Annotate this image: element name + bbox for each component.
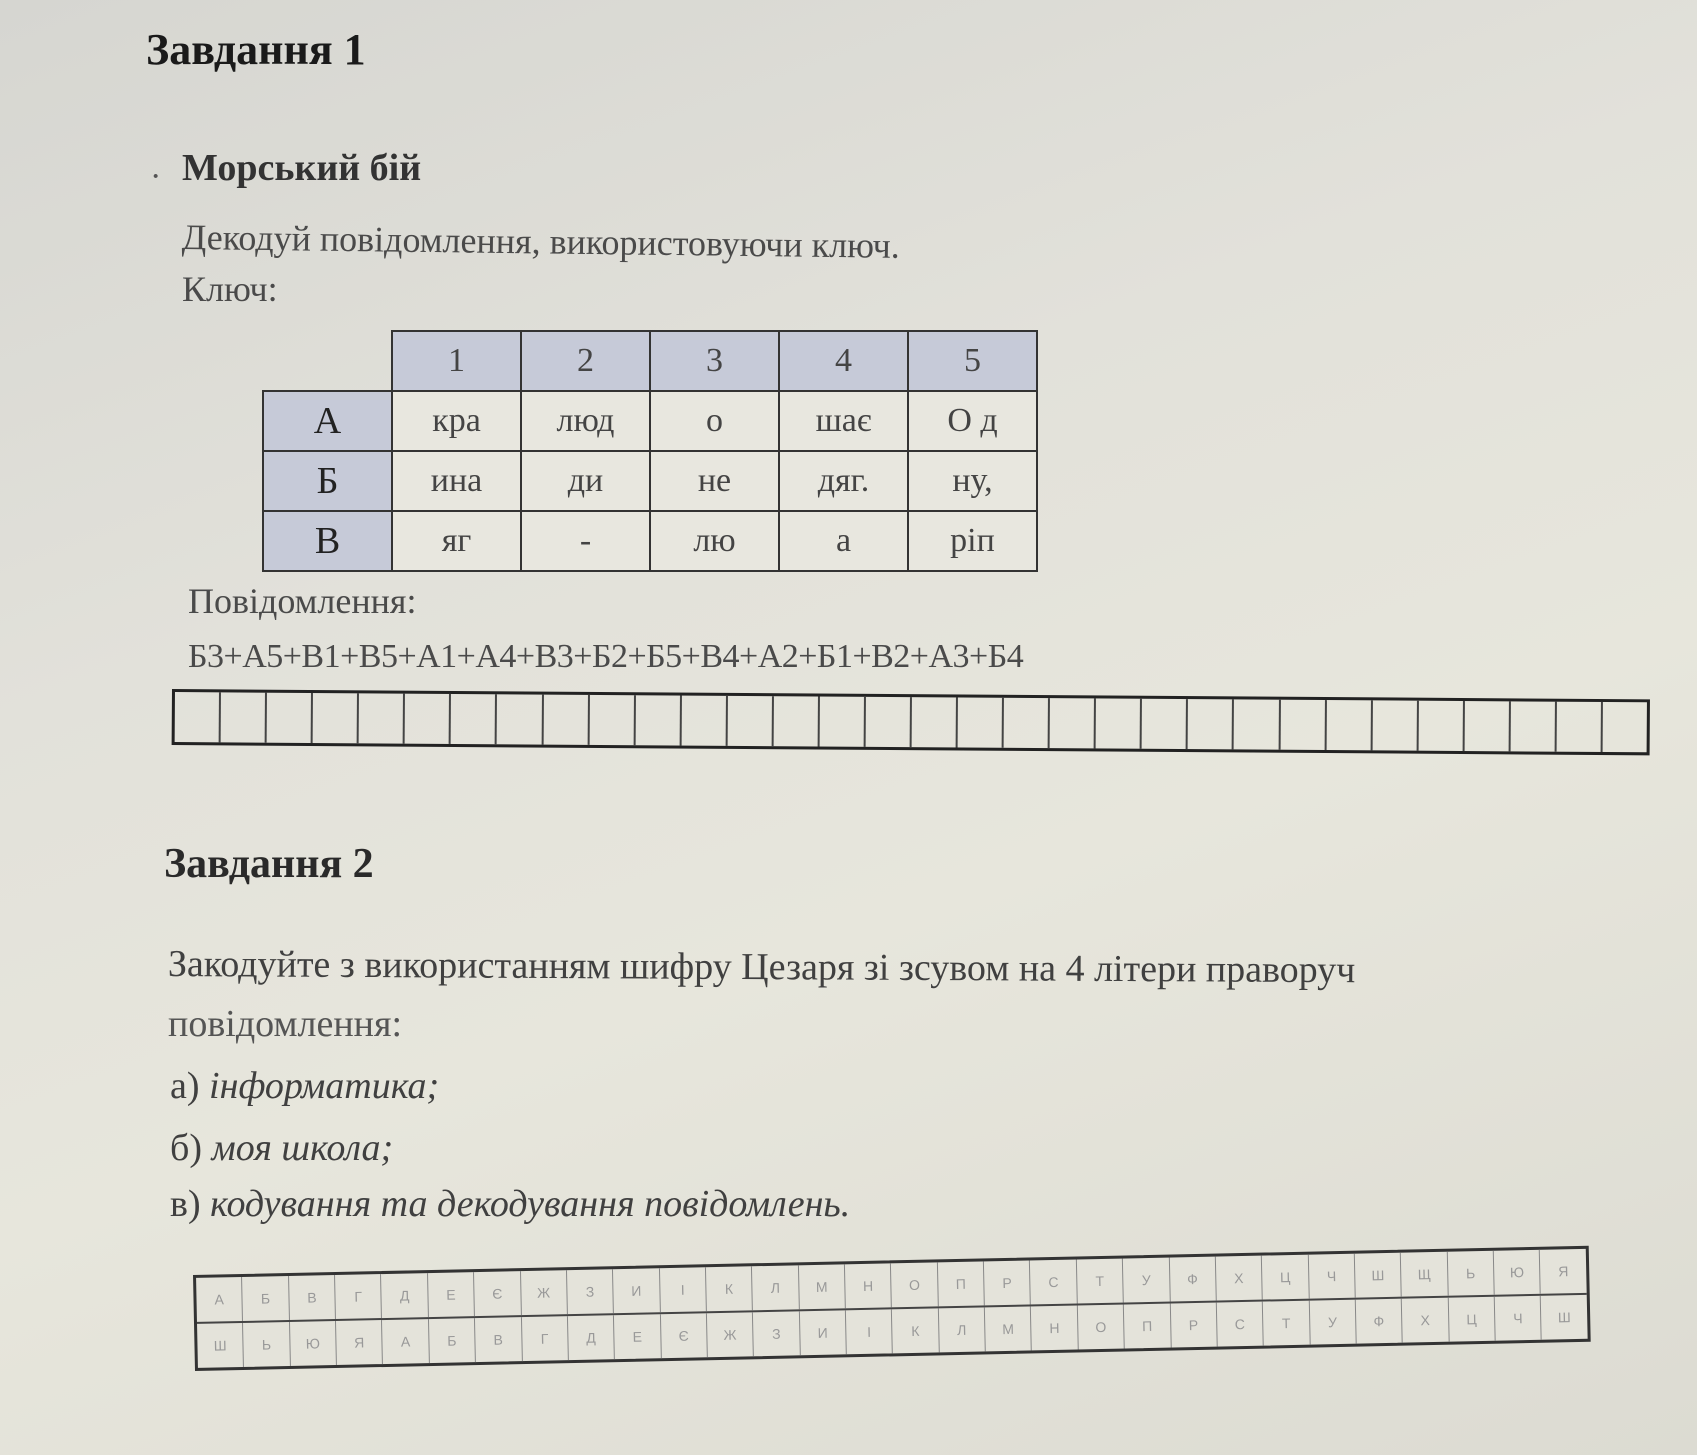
cipher-cell: З bbox=[567, 1269, 614, 1314]
answer-box[interactable] bbox=[267, 693, 313, 743]
item-text: кодування та декодування повідомлень. bbox=[210, 1183, 851, 1225]
answer-box[interactable] bbox=[1326, 700, 1372, 750]
answer-box[interactable] bbox=[681, 696, 727, 746]
item-text: інформатика; bbox=[209, 1065, 440, 1107]
cipher-cell: Ю bbox=[1494, 1250, 1541, 1295]
cipher-cell: Л bbox=[939, 1307, 986, 1352]
caesar-cipher-table bbox=[193, 1246, 1591, 1371]
answer-box[interactable] bbox=[313, 693, 359, 743]
answer-box[interactable] bbox=[359, 693, 405, 743]
task2-instruction-line2: повідомлення: bbox=[168, 1003, 403, 1045]
answer-box[interactable] bbox=[1096, 698, 1142, 748]
answer-box[interactable] bbox=[727, 696, 773, 746]
answer-box[interactable] bbox=[866, 697, 912, 747]
cipher-cell: К bbox=[706, 1266, 753, 1311]
key-cell: О д bbox=[908, 391, 1037, 451]
key-row bbox=[263, 451, 1037, 511]
answer-box[interactable] bbox=[1603, 702, 1647, 752]
task2-item-c bbox=[170, 1182, 850, 1226]
key-row bbox=[263, 511, 1037, 571]
cipher-cell: О bbox=[891, 1262, 938, 1307]
cipher-cell: М bbox=[799, 1264, 846, 1309]
key-row-header: Б bbox=[263, 451, 392, 511]
cipher-cell: А bbox=[196, 1277, 243, 1322]
cipher-cell: Х bbox=[1216, 1256, 1263, 1301]
cipher-cell: М bbox=[985, 1306, 1032, 1351]
message-label: Повідомлення: bbox=[188, 581, 417, 621]
bullet: · bbox=[150, 158, 162, 195]
cipher-cell: Р bbox=[1170, 1303, 1217, 1348]
cipher-cell: Л bbox=[752, 1265, 799, 1310]
cipher-cell: Х bbox=[1402, 1298, 1449, 1343]
answer-box[interactable] bbox=[1188, 699, 1234, 749]
answer-box[interactable] bbox=[1556, 702, 1602, 752]
answer-box[interactable] bbox=[405, 694, 451, 744]
cipher-cell: Ф bbox=[1356, 1299, 1403, 1344]
answer-box[interactable] bbox=[1142, 699, 1188, 749]
key-cell: кра bbox=[392, 391, 521, 451]
cipher-cell: Ю bbox=[290, 1321, 337, 1366]
cipher-cell: Ч bbox=[1308, 1254, 1355, 1299]
answer-box[interactable] bbox=[1234, 699, 1280, 749]
answer-box[interactable] bbox=[635, 695, 681, 745]
cipher-cell: Щ bbox=[1401, 1252, 1448, 1297]
cipher-cell: Т bbox=[1263, 1301, 1310, 1346]
key-row-header: А bbox=[263, 391, 392, 451]
cipher-cell: І bbox=[660, 1267, 707, 1312]
cipher-cell: Н bbox=[845, 1263, 892, 1308]
item-text: моя школа; bbox=[211, 1127, 394, 1169]
cipher-cell: Є bbox=[474, 1271, 521, 1316]
cipher-cell: Р bbox=[984, 1260, 1031, 1305]
cipher-cell: Ж bbox=[521, 1270, 568, 1315]
key-row-header: В bbox=[263, 511, 392, 571]
cipher-cell: Н bbox=[1031, 1305, 1078, 1350]
key-cell: о bbox=[650, 391, 779, 451]
cipher-cell: Ж bbox=[707, 1312, 754, 1357]
answer-box[interactable] bbox=[1418, 701, 1464, 751]
key-cell: - bbox=[521, 511, 650, 571]
answer-box[interactable] bbox=[589, 695, 635, 745]
cipher-cell: О bbox=[1078, 1305, 1125, 1350]
answer-box[interactable] bbox=[543, 695, 589, 745]
answer-box[interactable] bbox=[451, 694, 497, 744]
cipher-cell: Ц bbox=[1448, 1297, 1495, 1342]
key-cell: дяг. bbox=[779, 451, 908, 511]
cipher-cell: Ц bbox=[1262, 1255, 1309, 1300]
cipher-cell: Д bbox=[381, 1273, 428, 1318]
cipher-cell: В bbox=[289, 1275, 336, 1320]
key-col-header: 1 bbox=[392, 331, 521, 391]
answer-boxes bbox=[172, 689, 1650, 755]
answer-box[interactable] bbox=[1280, 700, 1326, 750]
cipher-cell: С bbox=[1217, 1302, 1264, 1347]
key-cell: шає bbox=[779, 391, 908, 451]
cipher-cell: Д bbox=[568, 1315, 615, 1360]
cipher-cell: Ш bbox=[1557, 1309, 1571, 1326]
cipher-cell: Г bbox=[521, 1316, 568, 1361]
cipher-cell: І bbox=[846, 1309, 893, 1354]
key-cell: ріп bbox=[908, 511, 1037, 571]
cipher-cell: С bbox=[1030, 1259, 1077, 1304]
key-col-header: 5 bbox=[908, 331, 1037, 391]
answer-box[interactable] bbox=[1464, 701, 1510, 751]
cipher-cell: Ь bbox=[1447, 1251, 1494, 1296]
answer-box[interactable] bbox=[1372, 700, 1418, 750]
key-cell: люд bbox=[521, 391, 650, 451]
item-prefix: б) bbox=[170, 1127, 202, 1169]
cipher-cell: Ш bbox=[197, 1323, 244, 1368]
key-col-header: 2 bbox=[521, 331, 650, 391]
cipher-cell: Ч bbox=[1495, 1296, 1542, 1341]
cipher-cell: Б bbox=[429, 1318, 476, 1363]
answer-box[interactable] bbox=[497, 694, 543, 744]
cipher-cell: Е bbox=[428, 1272, 475, 1317]
cipher-cell: Я bbox=[1558, 1263, 1569, 1280]
answer-box[interactable] bbox=[1050, 698, 1096, 748]
item-prefix: в) bbox=[170, 1183, 201, 1225]
key-cell: ина bbox=[392, 451, 521, 511]
cipher-cell: Б bbox=[242, 1276, 289, 1321]
task1-instruction: Декодуй повідомлення, використовуючи ключ. bbox=[181, 216, 901, 266]
key-cell: ди bbox=[521, 451, 650, 511]
encoded-message: Б3+А5+В1+В5+А1+А4+В3+Б2+Б5+В4+А2+Б1+В2+А3+Б4 bbox=[188, 638, 1024, 675]
answer-box[interactable] bbox=[175, 692, 221, 742]
cipher-cell: П bbox=[938, 1261, 985, 1306]
key-cell: не bbox=[650, 451, 779, 511]
answer-box[interactable] bbox=[819, 697, 865, 747]
cipher-cell: К bbox=[892, 1308, 939, 1353]
cipher-cell: И bbox=[800, 1310, 847, 1355]
task1-title: Завдання 1 bbox=[146, 25, 366, 74]
cipher-cell: Г bbox=[335, 1274, 382, 1319]
cipher-cell: А bbox=[382, 1319, 429, 1364]
key-cell: лю bbox=[650, 511, 779, 571]
cipher-cell: З bbox=[753, 1311, 800, 1356]
cipher-cell: Е bbox=[614, 1314, 661, 1359]
key-col-header: 4 bbox=[779, 331, 908, 391]
cipher-cell: Є bbox=[661, 1313, 708, 1358]
answer-box[interactable] bbox=[221, 692, 267, 742]
answer-box[interactable] bbox=[1510, 701, 1556, 751]
cipher-cell: И bbox=[613, 1268, 660, 1313]
cipher-cell: Ш bbox=[1355, 1253, 1402, 1298]
key-table bbox=[262, 330, 1038, 572]
answer-box[interactable] bbox=[958, 697, 1004, 747]
cipher-cell: Т bbox=[1077, 1259, 1124, 1304]
cipher-cell: У bbox=[1123, 1258, 1170, 1303]
cipher-cell: В bbox=[475, 1317, 522, 1362]
key-cell: ну, bbox=[908, 451, 1037, 511]
task2-item-b bbox=[170, 1126, 393, 1170]
item-prefix: а) bbox=[170, 1065, 200, 1107]
key-header-row bbox=[263, 331, 1037, 391]
cipher-cell: П bbox=[1124, 1304, 1171, 1349]
cipher-cell: Ь bbox=[243, 1322, 290, 1367]
cipher-cell: Ф bbox=[1169, 1257, 1216, 1302]
answer-box[interactable] bbox=[1004, 698, 1050, 748]
answer-box[interactable] bbox=[773, 696, 819, 746]
cipher-cell: Я bbox=[336, 1320, 383, 1365]
task1-subtitle: Морський бій bbox=[182, 147, 422, 189]
answer-box[interactable] bbox=[912, 697, 958, 747]
cipher-cell: У bbox=[1309, 1300, 1356, 1345]
key-cell: а bbox=[779, 511, 908, 571]
task2-item-a bbox=[170, 1064, 439, 1108]
task2-instruction-line1: Закодуйте з використанням шифру Цезаря зі зсувом на 4 літери праворуч bbox=[167, 943, 1356, 992]
key-col-header: 3 bbox=[650, 331, 779, 391]
key-cell: яг bbox=[392, 511, 521, 571]
key-row bbox=[263, 391, 1037, 451]
key-label: Ключ: bbox=[182, 269, 278, 309]
task2-title: Завдання 2 bbox=[164, 841, 374, 887]
